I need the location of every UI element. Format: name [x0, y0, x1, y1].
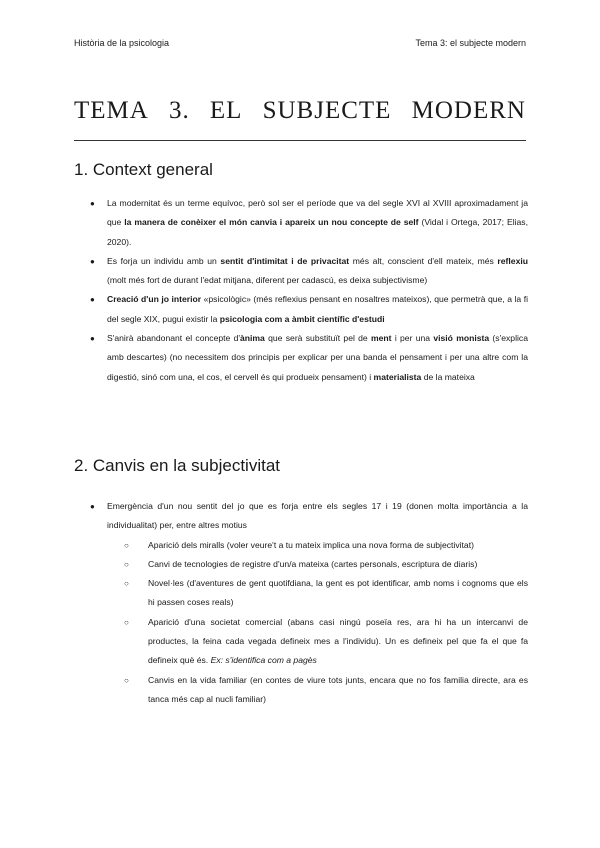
header-course: Història de la psicologia — [74, 38, 170, 48]
bullet-icon: ● — [90, 502, 95, 511]
title-word: TEMA — [74, 97, 149, 124]
sub-list — [107, 536, 528, 710]
title-word: MODERN — [411, 97, 526, 124]
title-divider — [74, 140, 526, 141]
hollow-bullet-icon: ○ — [124, 559, 129, 569]
hollow-bullet-icon: ○ — [124, 540, 129, 550]
title-word: 3. — [168, 97, 190, 124]
subjectivity-list — [90, 497, 528, 709]
bullet-icon: ● — [90, 199, 95, 208]
title-word: SUBJECTE — [262, 97, 392, 124]
sub-list-item: ○ Canvi de tecnologies de registre d'un/a mateixa (cartes personals, escriptura de diaris) — [124, 555, 528, 574]
sub-list-item: ○ Aparició d'una societat comercial (abans casi ningú poseïa res, ara hi ha un intercanvi de productes, la feina cada vegada defineix mes a l'individu). Un es defineix pel que fa el que fa defineix què és. Ex: s'identifica com a pagès — [124, 613, 528, 671]
list-item: ● Es forja un individu amb un sentit d'intimitat i de privacitat més alt, conscient d'ell mateix, més reflexiu (molt més fort de durant l'edat mitjana, diferent per cadascú, es deixa subjectivisme) — [90, 252, 528, 291]
context-list — [90, 194, 528, 387]
sub-list-item: ○ Canvis en la vida familiar (en contes de viure tots junts, encara que no fos familia directe, ara es tanca més cap al nucli familiar) — [124, 671, 528, 710]
header-topic: Tema 3: el subjecte modern — [415, 38, 526, 48]
bullet-icon: ● — [90, 334, 95, 344]
list-item: ● Creació d'un jo interior «psicològic» (més reflexius pensant en nosaltres mateixos), que permetrà que, a la fi del segle XIX, pugui existir la psicologia com a àmbit científic d'estudi — [90, 290, 528, 329]
section-heading-subjectivity: 2. Canvis en la subjectivitat — [74, 456, 280, 475]
page-header — [74, 38, 526, 48]
bullet-icon: ● — [90, 295, 95, 305]
list-item: ● Emergència d'un nou sentit del jo que es forja entre els segles 17 i 19 (donen molta importància a la individualitat) per, entre altres motius ○ Aparició dels miralls (voler veure't a tu mateix implica una nova forma de subjectivitat) ○ Canvi de tecnologies de registre d'un/a mateixa (cartes personals, escriptura de diaris) ○ Novel·les (d'aventures de gent quotifdiana, la gent es pot identificar, amb noms i cognoms que els hi passen coses reals) ○ Aparició d'una societat comercial (abans casi ningú poseïa res, ara hi ha un intercanvi de productes, la feina cada vegada defineix mes a l'individu). Un es defineix pel que fa el que fa defineix què és. Ex: s'identifica com a pagès ○ Canvis en la vida familiar (en contes de viure tots junts, encara que no fos familia directe, ara es tanca més cap al nucli familiar) — [90, 497, 528, 709]
sub-list-item: ○ Aparició dels miralls (voler veure't a tu mateix implica una nova forma de subjectivitat) — [124, 536, 528, 555]
title-word: EL — [209, 97, 243, 124]
hollow-bullet-icon: ○ — [124, 675, 129, 685]
hollow-bullet-icon: ○ — [124, 617, 129, 627]
page-title — [74, 97, 526, 125]
hollow-bullet-icon: ○ — [124, 579, 129, 589]
list-item: ● La modernitat és un terme equívoc, però sol ser el període que va del segle XVI al XVIII aproximadament ja que la manera de conèixer el món canvia i apareix un nou concepte de self (Vidal i Ortega, 2017; Elias, 2020). — [90, 194, 528, 252]
sub-list-item: ○ Novel·les (d'aventures de gent quotifdiana, la gent es pot identificar, amb noms i cognoms que els hi passen coses reals) — [124, 574, 528, 613]
list-item: ● S'anirà abandonant el concepte d'ànima que serà substituït pel de ment i per una visió monista (s'explica amb descartes) (no necessitem dos principis per explicar per una banda el pensament i per una altre com la digestió, sinó com una, el cos, el cervell és qui produeix pensament) i materialista de la mateixa — [90, 329, 528, 387]
bullet-icon: ● — [90, 256, 95, 266]
section-heading-context: 1. Context general — [74, 160, 213, 179]
